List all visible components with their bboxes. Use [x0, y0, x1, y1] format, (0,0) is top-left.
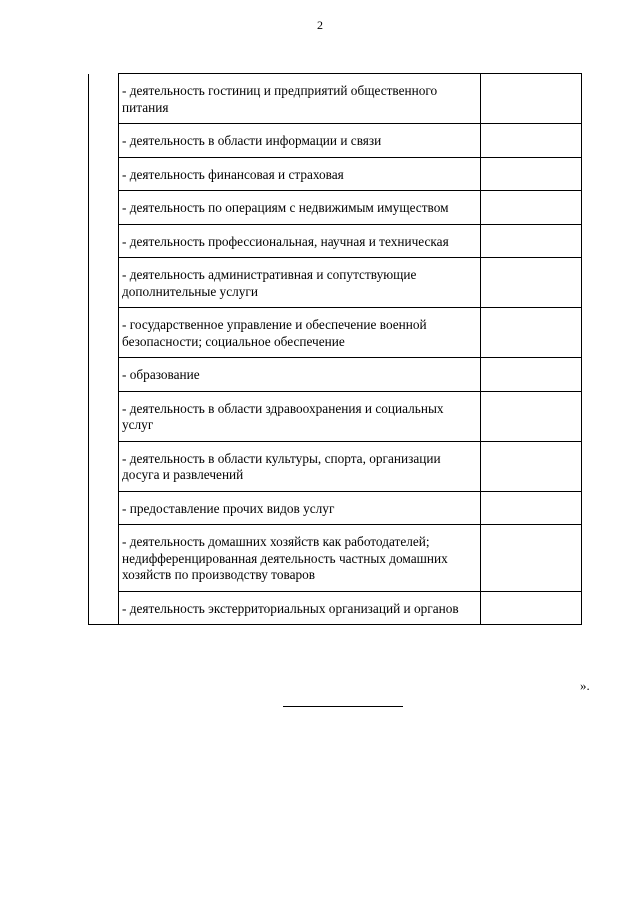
table-cell-label: - деятельность в области здравоохранения и социальных услуг	[119, 391, 481, 441]
table-cell-label: - деятельность в области информации и связи	[119, 124, 481, 158]
table-row	[89, 157, 582, 191]
table-cell-blank	[89, 491, 119, 525]
table-cell-label: - предоставление прочих видов услуг	[119, 491, 481, 525]
table-cell-value	[481, 358, 582, 392]
table-cell-label: - образование	[119, 358, 481, 392]
table-cell-blank	[89, 258, 119, 308]
table-row	[89, 258, 582, 308]
table-row	[89, 391, 582, 441]
table-cell-blank	[89, 191, 119, 225]
table-cell-label: - деятельность финансовая и страховая	[119, 157, 481, 191]
table-cell-blank	[89, 391, 119, 441]
table-cell-value	[481, 391, 582, 441]
table-cell-blank	[89, 308, 119, 358]
table-cell-label: - государственное управление и обеспечение военной безопасности; социальное обеспечение	[119, 308, 481, 358]
table-row	[89, 525, 582, 592]
table-cell-value	[481, 191, 582, 225]
table-cell-blank	[89, 124, 119, 158]
table-cell-label: - деятельность профессиональная, научная и техническая	[119, 224, 481, 258]
table-cell-label: - деятельность экстерриториальных организаций и органов	[119, 591, 481, 625]
table-row	[89, 358, 582, 392]
table-cell-value	[481, 308, 582, 358]
table-cell-blank	[89, 224, 119, 258]
table-row	[89, 591, 582, 625]
table-cell-blank	[89, 441, 119, 491]
table-cell-value	[481, 157, 582, 191]
table-cell-blank	[89, 358, 119, 392]
table-row	[89, 224, 582, 258]
table-cell-value	[481, 525, 582, 592]
table-cell-label: - деятельность административная и сопутствующие дополнительные услуги	[119, 258, 481, 308]
table-cell-label: - деятельность в области культуры, спорта, организации досуга и развлечений	[119, 441, 481, 491]
table-cell-value	[481, 224, 582, 258]
table-row	[89, 441, 582, 491]
table-cell-value	[481, 491, 582, 525]
table-cell-blank	[89, 591, 119, 625]
end-divider-line	[283, 706, 403, 707]
table-cell-blank	[89, 525, 119, 592]
table-cell-label: - деятельность гостиниц и предприятий общественного питания	[119, 74, 481, 124]
table-cell-value	[481, 591, 582, 625]
table-row	[89, 491, 582, 525]
table-cell-value	[481, 258, 582, 308]
table-row	[89, 308, 582, 358]
table-row	[89, 124, 582, 158]
table-cell-value	[481, 74, 582, 124]
table-cell-value	[481, 441, 582, 491]
table-cell-value	[481, 124, 582, 158]
activity-table	[88, 73, 582, 625]
page-number: 2	[317, 18, 323, 32]
table-cell-label: - деятельность по операциям с недвижимым имуществом	[119, 191, 481, 225]
table-cell-blank	[89, 74, 119, 124]
table-cell-blank	[89, 157, 119, 191]
table-cell-label: - деятельность домашних хозяйств как работодателей; недифференцированная деятельность частных домашних хозяйств по производству товаров	[119, 525, 481, 592]
table-row	[89, 191, 582, 225]
table-row	[89, 74, 582, 124]
closing-quote-mark: ».	[580, 678, 590, 693]
